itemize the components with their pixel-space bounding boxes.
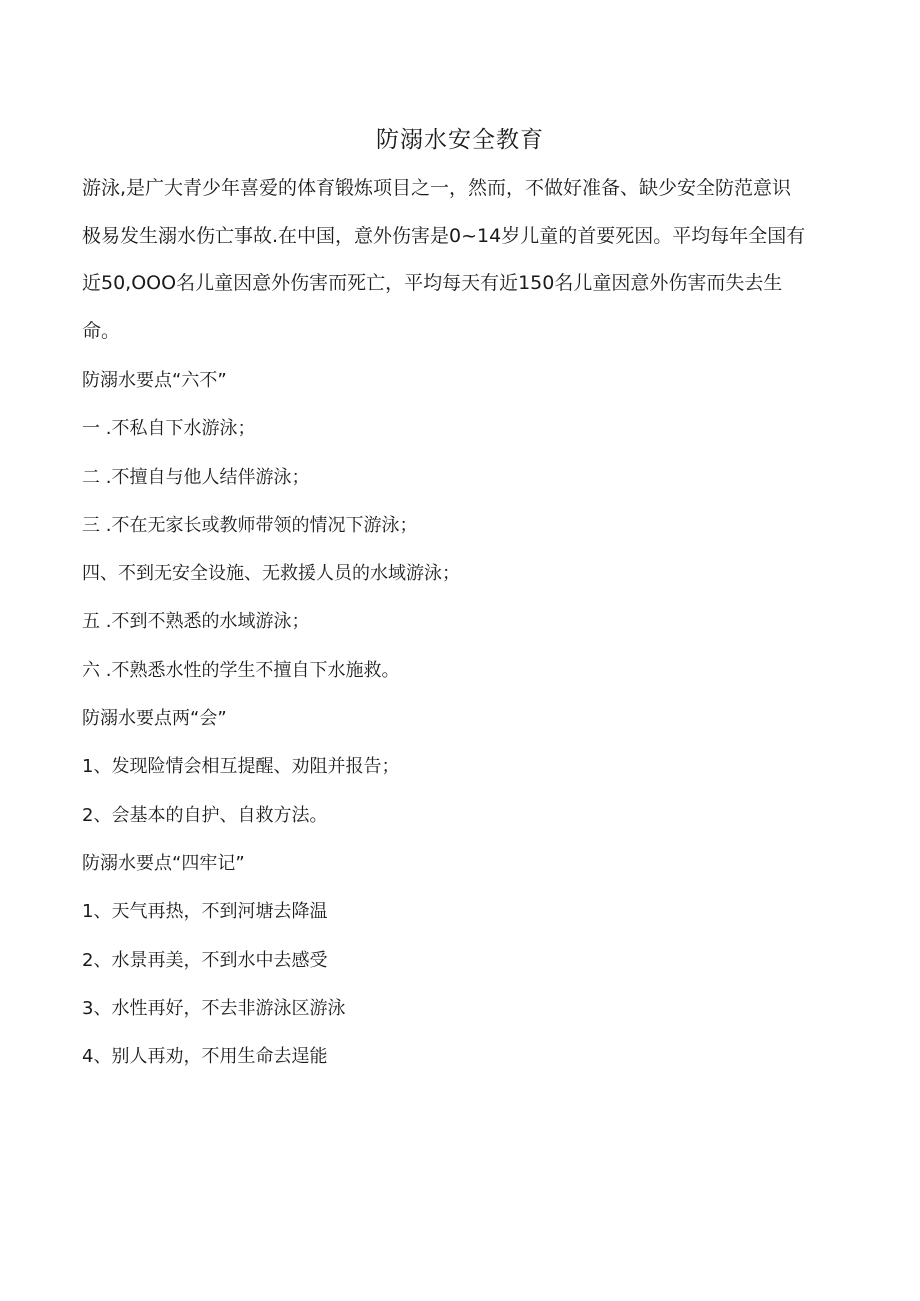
intro-paragraph [82,168,842,358]
list-item: 三 .不在无家长或教师带领的情况下游泳； [82,514,418,536]
section-heading-four-remember: 防溺水要点“四牢记” [82,852,245,874]
list-item: 1、发现险情会相互提醒、劝阻并报告； [82,756,400,778]
list-item: 3、水性再好，不去非游泳区游泳 [82,997,346,1019]
list-item: 1、天气再热，不到河塘去降温 [82,901,328,923]
intro-line: 命。 [82,319,121,342]
list-item: 四、不到无安全设施、无救援人员的水域游泳； [82,563,460,585]
list-item: 五 .不到不熟悉的水域游泳； [82,611,310,633]
document-title: 防溺水安全教育 [376,127,544,153]
list-item: 六 .不熟悉水性的学生不擅自下水施救。 [82,659,400,681]
intro-line: 近50,OOO名儿童因意外伤害而死亡，平均每天有近150名儿童因意外伤害而失去生 [82,272,783,294]
section-heading-six-nots: 防溺水要点“六不” [82,370,227,391]
list-item: 2、会基本的自护、自救方法。 [82,804,328,826]
section-heading-two-skills: 防溺水要点两“会” [82,708,227,730]
list-item: 4、别人再劝，不用生命去逞能 [82,1046,328,1068]
safety-points [82,359,842,1083]
intro-line: 游泳,是广大青少年喜爱的体育锻炼项目之一，然而，不做好准备、缺少安全防范意识 [82,177,792,199]
list-item: 2、水景再美，不到水中去感受 [82,949,328,971]
list-item: 一 .不私自下水游泳； [82,418,256,440]
intro-line: 极易发生溺水伤亡事故.在中国，意外伤害是0~14岁儿童的首要死因。平均每年全国有 [82,224,806,247]
list-item: 二 .不擅自与他人结伴游泳； [82,466,310,488]
